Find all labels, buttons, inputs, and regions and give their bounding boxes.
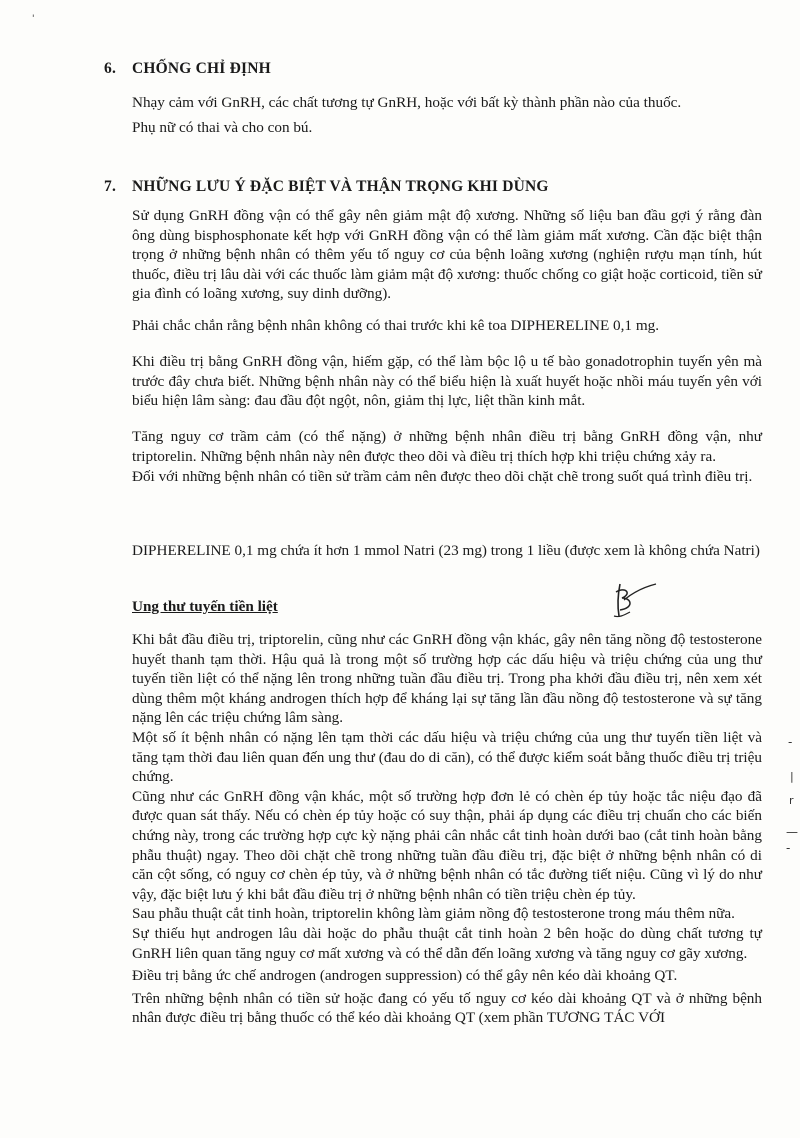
- section-7-paragraph-6: [132, 541, 762, 561]
- paragraph-text: Sự thiếu hụt androgen lâu dài hoặc do phẫu thuật cắt tinh hoàn 2 bên hoặc do dùng chất tương tự GnRH liên quan tăng nguy cơ mất xương và có thể dẫn đến loãng xương và tăng nguy cơ gãy xương.: [132, 924, 762, 962]
- paragraph-text: Điều trị bằng ức chế androgen (androgen suppression) có thể gây nên kéo dài khoảng QT.: [132, 967, 678, 985]
- section-6-title: CHỐNG CHỈ ĐỊNH: [132, 60, 271, 77]
- section-7-number: 7.: [104, 178, 117, 195]
- section-7-paragraph-3: [132, 352, 762, 411]
- paragraph-text: Sử dụng GnRH đồng vận có thể gây nên giảm mật độ xương. Những số liệu ban đầu gợi ý rằng đàn ông dùng bisphosphonate kết hợp với GnRH đồng vận có thể làm giảm mất xương. Cần đặc biệt thận trọng ở những bệnh nhân có thêm yếu tố nguy cơ của bệnh loãng xương (nghiện rượu mạn tính, hút thuốc, điều trị lâu dài với các thuốc làm giảm mật độ xương: thuốc chống co giật hoặc corticoid, tiền sử gia đình có loãng xương, suy dinh dưỡng).: [132, 207, 762, 303]
- paragraph-text: Trên những bệnh nhân có tiền sử hoặc đang có yếu tố nguy cơ kéo dài khoảng QT và ở những bệnh nhân được điều trị bằng thuốc có thể kéo dài khoảng QT (xem phần TƯƠNG TÁC VỚI: [132, 989, 762, 1027]
- section-6-heading: [104, 60, 271, 78]
- scan-mark: -: [786, 841, 791, 855]
- section-7-title: NHỮNG LƯU Ý ĐẶC BIỆT VÀ THẬN TRỌNG KHI DÙNG: [132, 178, 549, 195]
- paragraph-text: Một số ít bệnh nhân có nặng lên tạm thời các dấu hiệu và triệu chứng của ung thư tuyến tiền liệt và tăng tạm thời đau liên quan đến ung thư (đau do di căn), có thể được kiểm soát bằng thuốc điều trị triệu chứng.: [132, 728, 762, 786]
- scan-mark: ': [32, 14, 35, 24]
- paragraph-text: Khi bắt đầu điều trị, triptorelin, cũng như các GnRH đồng vận khác, gây nên tăng nồng độ testosterone huyết thanh tạm thời. Hậu quả là trong một số trường hợp các dấu hiệu và triệu chứng của ung thư tuyến tiền liệt có thể nặng lên trong những tuần đầu điều trị. Trong pha khởi đầu điều trị, nên xem xét dùng thêm một kháng androgen thích hợp để kháng lại sự tăng lần đầu nồng độ testosterone và sự tăng nặng lên các triệu chứng lâm sàng.: [132, 631, 762, 727]
- paragraph-text: Tăng nguy cơ trầm cảm (có thể nặng) ở những bệnh nhân điều trị bằng GnRH đồng vận, như triptorelin. Những bệnh nhân này nên được theo dõi và điều trị thích hợp khi triệu chứng xảy ra.: [132, 428, 762, 465]
- section-6-body: [132, 93, 762, 137]
- section-7-paragraph-4: [132, 427, 762, 487]
- paragraph-text: Phải chắc chắn rằng bệnh nhân không có thai trước khi kê toa DIPHERELINE 0,1 mg.: [132, 317, 660, 334]
- scan-mark: r: [789, 794, 794, 807]
- paragraph-text: Sau phẫu thuật cắt tinh hoàn, triptorelin không làm giảm nồng độ testosterone trong máu thêm nữa.: [132, 905, 735, 923]
- section-6-number: 6.: [104, 60, 117, 77]
- section-6-paragraph: Nhạy cảm với GnRH, các chất tương tự GnRH, hoặc với bất kỳ thành phần nào của thuốc.: [132, 94, 682, 111]
- paragraph-text: Đối với những bệnh nhân có tiền sử trầm cảm nên được theo dõi chặt chẽ trong suốt quá trình điều trị.: [132, 468, 753, 486]
- prostate-cancer-body: [132, 630, 762, 1028]
- section-7-heading: [104, 178, 549, 196]
- paragraph-text: Cũng như các GnRH đồng vận khác, một số trường hợp đơn lẻ có chèn ép tủy hoặc tắc niệu đạo đã được quan sát thấy. Nếu có chèn ép tủy hoặc có suy thận, phải áp dụng các điều trị chuẩn cho các biến chứng này, trong các trường hợp cực kỳ nặng phải cân nhắc cắt tinh hoàn dưới bao (cắt tinh hoàn bằng phẫu thuật) ngay. Theo dõi chặt chẽ trong những tuần đầu điều trị, đặc biệt ở những bệnh nhân có di căn cột sống, có nguy cơ chèn ép tủy, và ở những bệnh nhân có tắc đường tiết niệu. Cũng vì lý do như vậy, đặc biệt lưu ý khi bắt đầu điều trị ở những bệnh nhân có tiền triệu chèn ép tủy.: [132, 787, 762, 903]
- scan-mark: —: [786, 825, 798, 839]
- paragraph-text: Khi điều trị bằng GnRH đồng vận, hiếm gặp, có thể làm bộc lộ u tế bào gonadotrophin tuyến yên mà trước đây chưa biết. Những bệnh nhân này có thể biểu hiện là xuất huyết hoặc nhồi máu tuyến yên với biểu hiện lâm sàng: đau đầu đột ngột, nôn, giảm thị lực, liệt thần kinh mắt.: [132, 353, 762, 410]
- prostate-cancer-subheading: Ung thư tuyến tiền liệt: [132, 598, 278, 615]
- section-6-paragraph: Phụ nữ có thai và cho con bú.: [132, 118, 313, 136]
- handwritten-signature-icon: [600, 578, 660, 622]
- paragraph-text: DIPHERELINE 0,1 mg chứa ít hơn 1 mmol Natri (23 mg) trong 1 liều (được xem là không chứa Natri): [132, 542, 760, 559]
- section-7-paragraph-1: [132, 206, 762, 304]
- scan-mark: |: [790, 770, 794, 783]
- section-7-paragraph-2: [132, 316, 762, 336]
- scan-mark: -: [788, 735, 793, 749]
